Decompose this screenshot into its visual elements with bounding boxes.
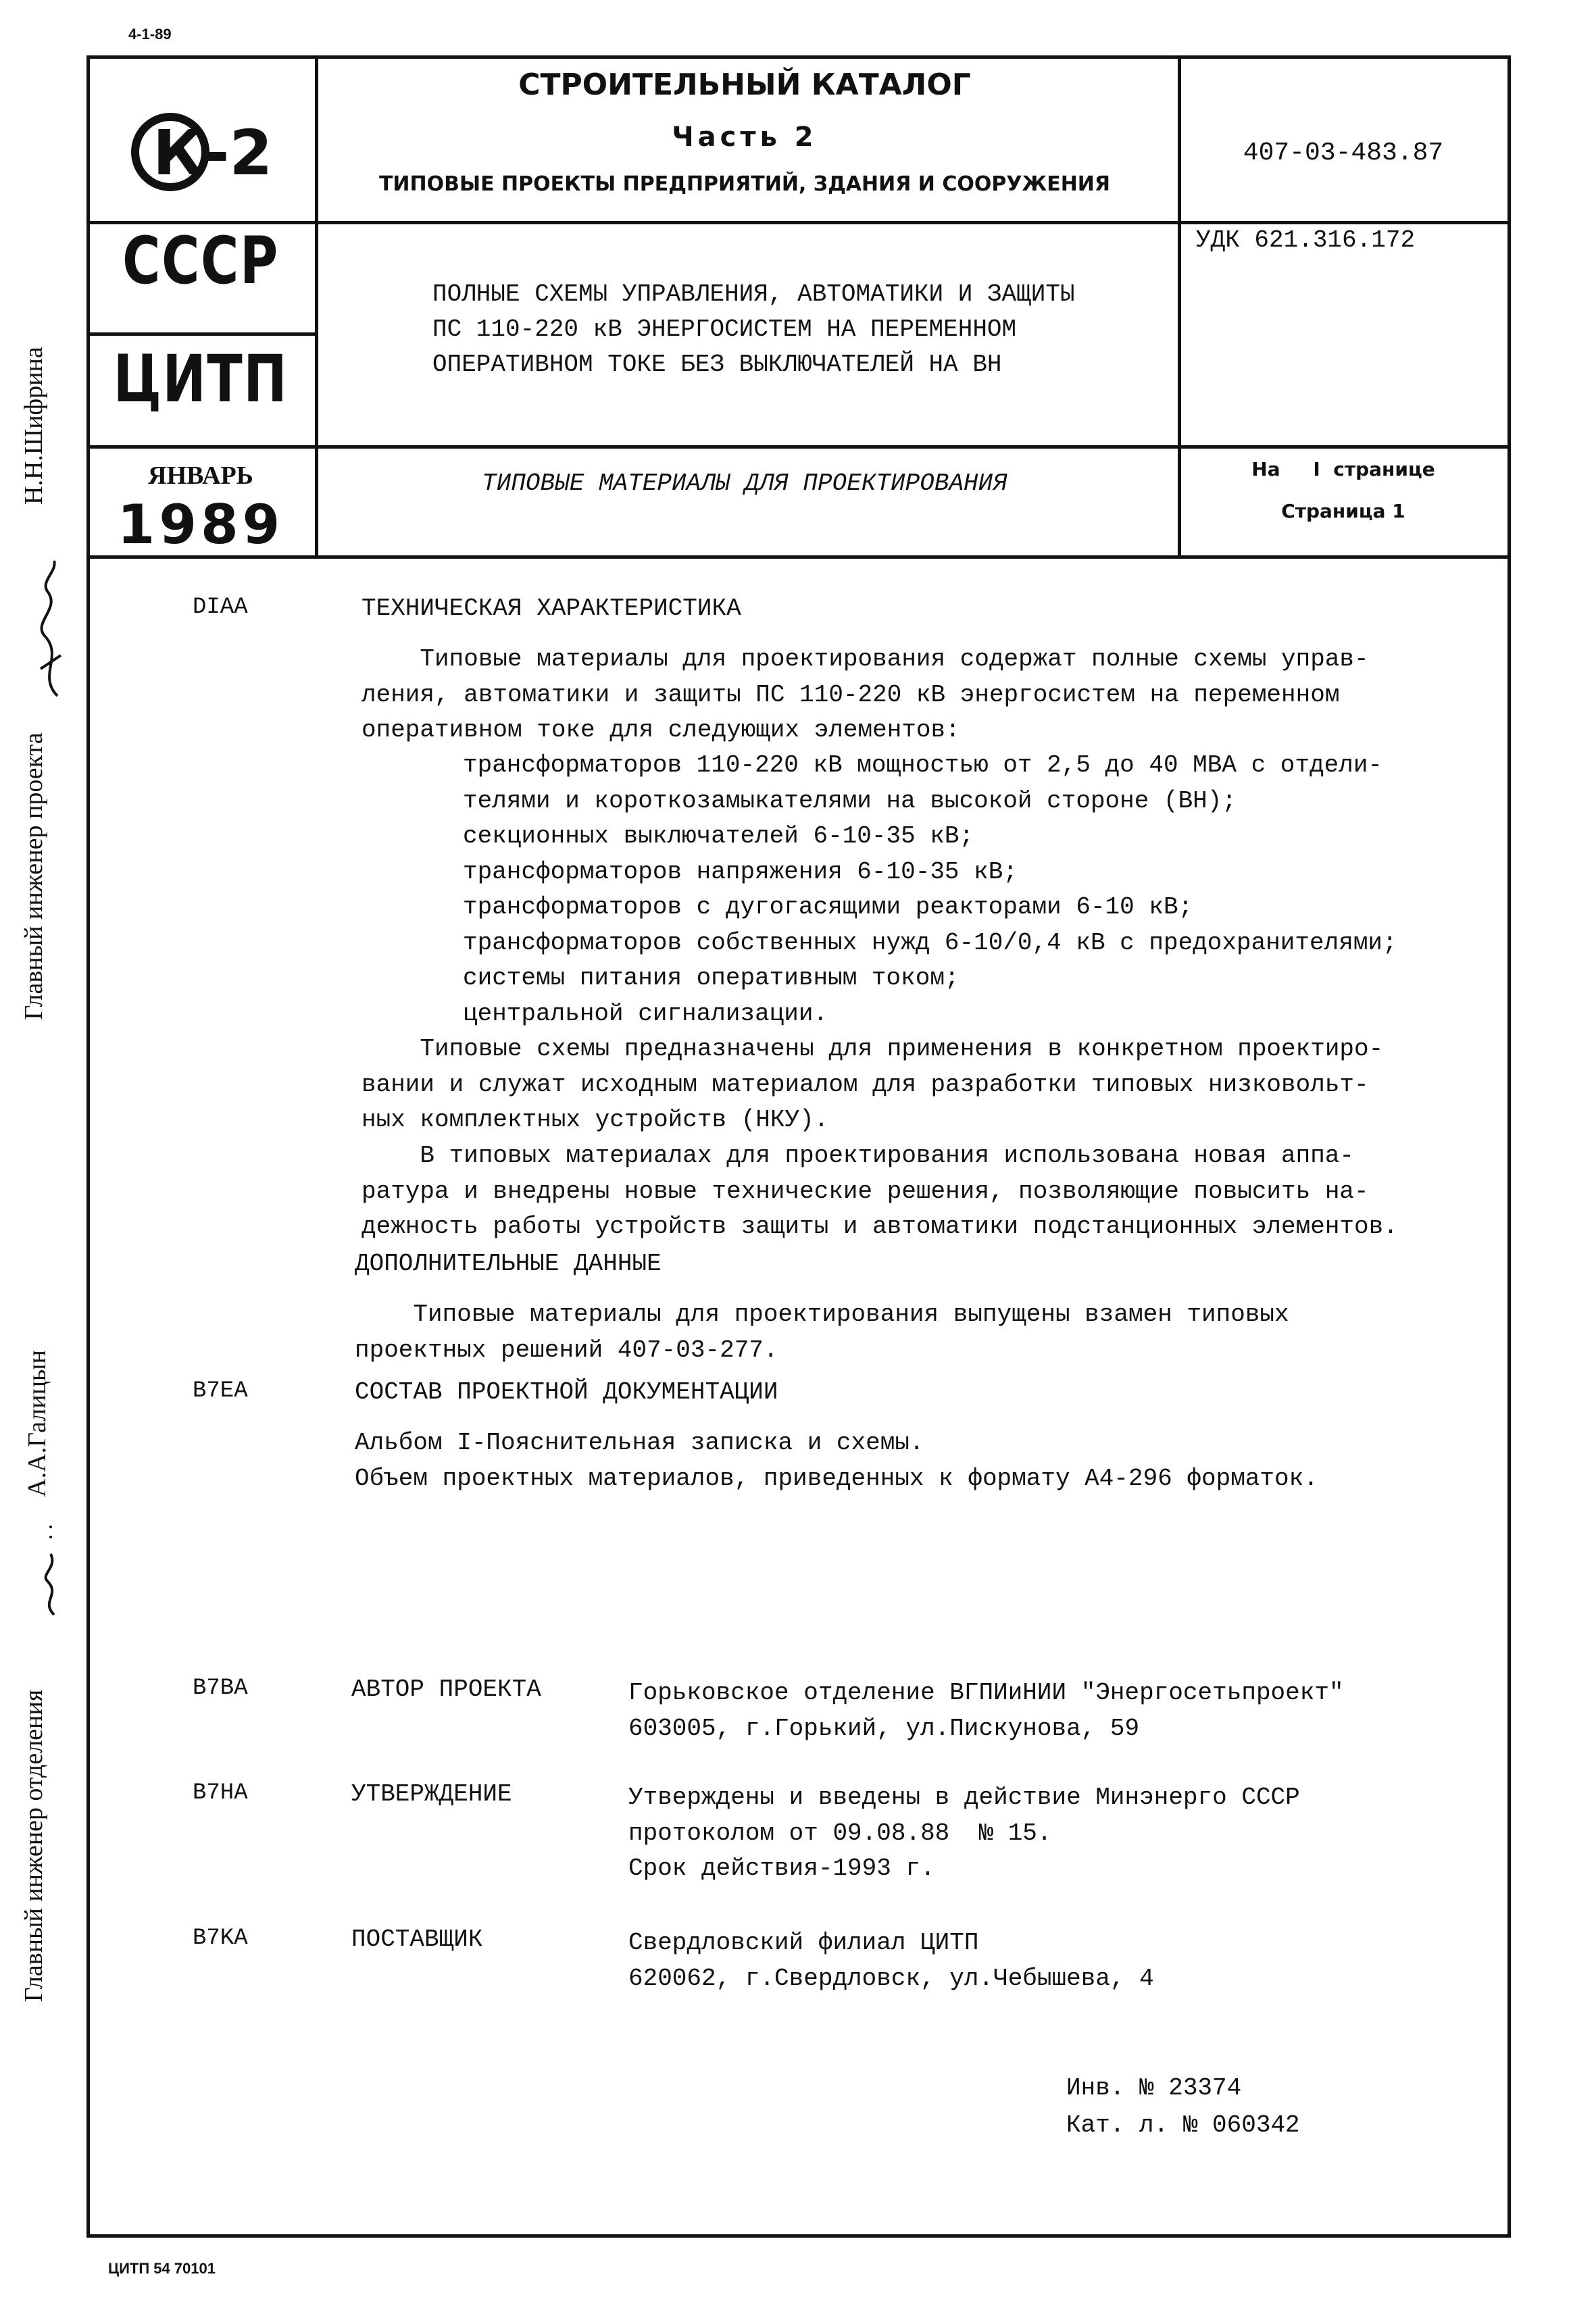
- catalog-sheet-number: Кат. л. № 060342: [1066, 2111, 1300, 2139]
- text-line: ления, автоматики и защиты ПС 110-220 кВ энергосистем на переменном: [361, 680, 1340, 709]
- materials-label: ТИПОВЫЕ МАТЕРИАЛЫ ДЛЯ ПРОЕКТИРОВАНИЯ: [482, 470, 1007, 497]
- section-code-author: B7BA: [193, 1676, 248, 1701]
- text-line: Свердловский филиал ЦИТП: [628, 1929, 979, 1957]
- list-item: секционных выключателей 6-10-35 кВ;: [463, 822, 974, 850]
- extra-paragraph: [355, 1297, 1449, 1368]
- top-code: 4-1-89: [128, 26, 172, 43]
- document-title-line: ОПЕРАТИВНОМ ТОКЕ БЕЗ ВЫКЛЮЧАТЕЛЕЙ НА ВН: [432, 351, 1002, 378]
- section-code-supplier: B7KA: [193, 1926, 248, 1951]
- text-line: Типовые материалы для проектирования выпущены взамен типовых: [355, 1301, 1289, 1328]
- text-line: оперативном токе для следующих элементов:: [361, 716, 960, 744]
- section-heading-author: АВТОР ПРОЕКТА: [351, 1676, 541, 1703]
- bottom-print-code: ЦИТП 54 70101: [108, 2260, 216, 2277]
- section-heading-composition: СОСТАВ ПРОЕКТНОЙ ДОКУМЕНТАЦИИ: [355, 1378, 778, 1406]
- pages-total: На I странице: [1251, 458, 1435, 480]
- text-line: Объем проектных материалов, приведенных к формату А4-296 форматок.: [355, 1464, 1318, 1492]
- catalog-subtitle: ТИПОВЫЕ ПРОЕКТЫ ПРЕДПРИЯТИЙ, ЗДАНИЯ И СООРУЖЕНИЯ: [378, 172, 1111, 196]
- text-line: 603005, г.Горький, ул.Пискунова, 59: [628, 1714, 1140, 1742]
- logo-text: К-2: [153, 117, 273, 189]
- list-item: центральной сигнализации.: [463, 999, 828, 1028]
- supplier-details: [628, 1926, 1154, 1996]
- tech-element-list: [463, 748, 1463, 1032]
- text-line: ратура и внедрены новые технические решения, позволяющие повысить на-: [361, 1177, 1369, 1205]
- text-line: Типовые схемы предназначены для применения в конкретном проектиро-: [361, 1035, 1384, 1063]
- page-current: Страница 1: [1281, 500, 1405, 522]
- side-label-chief-project-engineer: Главный инженер проекта: [20, 732, 48, 1020]
- list-item: трансформаторов напряжения 6-10-35 кВ;: [463, 857, 1018, 886]
- document-title: [432, 277, 1162, 382]
- document-code: 407-03-483.87: [1243, 139, 1444, 168]
- text-line: В типовых материалах для проектирования использована новая аппа-: [361, 1142, 1355, 1169]
- list-item: трансформаторов с дугогасящими реакторами 6-10 кВ;: [463, 893, 1193, 921]
- list-item: телями и короткозамыкателями на высокой стороне (ВН);: [463, 786, 1237, 815]
- list-item: трансформаторов собственных нужд 6-10/0,4 кВ с предохранителями;: [463, 928, 1397, 957]
- section-code-composition: B7EA: [193, 1378, 248, 1404]
- text-line: Альбом I-Пояснительная записка и схемы.: [355, 1429, 924, 1457]
- section-code-approval: B7HA: [193, 1780, 248, 1806]
- section-heading-approval: УТВЕРЖДЕНИЕ: [351, 1780, 512, 1808]
- document-title-line: ПОЛНЫЕ СХЕМЫ УПРАВЛЕНИЯ, АВТОМАТИКИ И ЗАЩИТЫ: [432, 280, 1075, 308]
- author-details: [628, 1676, 1344, 1746]
- approval-details: [628, 1780, 1300, 1887]
- tech-intro-paragraph: [361, 642, 1456, 749]
- sk2-logo: [128, 108, 304, 196]
- catalog-title: СТРОИТЕЛЬНЫЙ КАТАЛОГ: [518, 68, 971, 102]
- signature-project-engineer: [30, 554, 71, 703]
- signature-dept-engineer: [34, 1513, 68, 1621]
- tech-paragraph-2: [361, 1032, 1456, 1138]
- text-line: Срок действия-1993 г.: [628, 1855, 935, 1882]
- composition-paragraph: [355, 1426, 1449, 1496]
- catalog-part: Часть 2: [672, 122, 818, 153]
- text-line: вании и служат исходным материалом для разработки типовых низковольт-: [361, 1070, 1369, 1099]
- org-label: ЦИТП: [113, 341, 289, 417]
- section-heading-tech: ТЕХНИЧЕСКАЯ ХАРАКТЕРИСТИКА: [361, 595, 741, 622]
- text-line: Горьковское отделение ВГПИиНИИ "Энергосетьпроект": [628, 1679, 1344, 1707]
- section-heading-supplier: ПОСТАВЩИК: [351, 1926, 483, 1953]
- text-line: Типовые материалы для проектирования содержат полные схемы управ-: [361, 645, 1369, 673]
- list-item: трансформаторов 110-220 кВ мощностью от 2,5 до 40 МВА с отдели-: [463, 751, 1383, 779]
- section-heading-extra: ДОПОЛНИТЕЛЬНЫЕ ДАННЫЕ: [355, 1250, 662, 1278]
- text-line: Утверждены и введены в действие Минэнерго СССР: [628, 1784, 1300, 1811]
- side-label-chief-dept-engineer: Главный инженер отделения: [20, 1689, 48, 2003]
- text-line: 620062, г.Свердловск, ул.Чебышева, 4: [628, 1964, 1154, 1992]
- tech-paragraph-3: [361, 1138, 1456, 1245]
- issue-year: 1989: [117, 493, 284, 556]
- section-code-tech: DIAA: [193, 595, 248, 620]
- list-item: системы питания оперативным током;: [463, 964, 959, 992]
- country-label: СССР: [122, 223, 279, 299]
- issue-month: ЯНВАРЬ: [148, 461, 253, 490]
- text-line: ных комплектных устройств (НКУ).: [361, 1106, 829, 1134]
- text-line: проектных решений 407-03-277.: [355, 1336, 778, 1364]
- udk-code: УДК 621.316.172: [1196, 226, 1416, 254]
- inventory-number: Инв. № 23374: [1066, 2074, 1242, 2102]
- document-title-line: ПС 110-220 кВ ЭНЕРГОСИСТЕМ НА ПЕРЕМЕННОМ: [432, 316, 1017, 343]
- side-label-dept-engineer-name: А.А.Галицын: [23, 1350, 51, 1497]
- side-label-project-engineer-name: Н.Н.Шифрина: [20, 347, 48, 505]
- text-line: дежность работы устройств защиты и автоматики подстанционных элементов.: [361, 1213, 1398, 1240]
- text-line: протоколом от 09.08.88 № 15.: [628, 1819, 1052, 1847]
